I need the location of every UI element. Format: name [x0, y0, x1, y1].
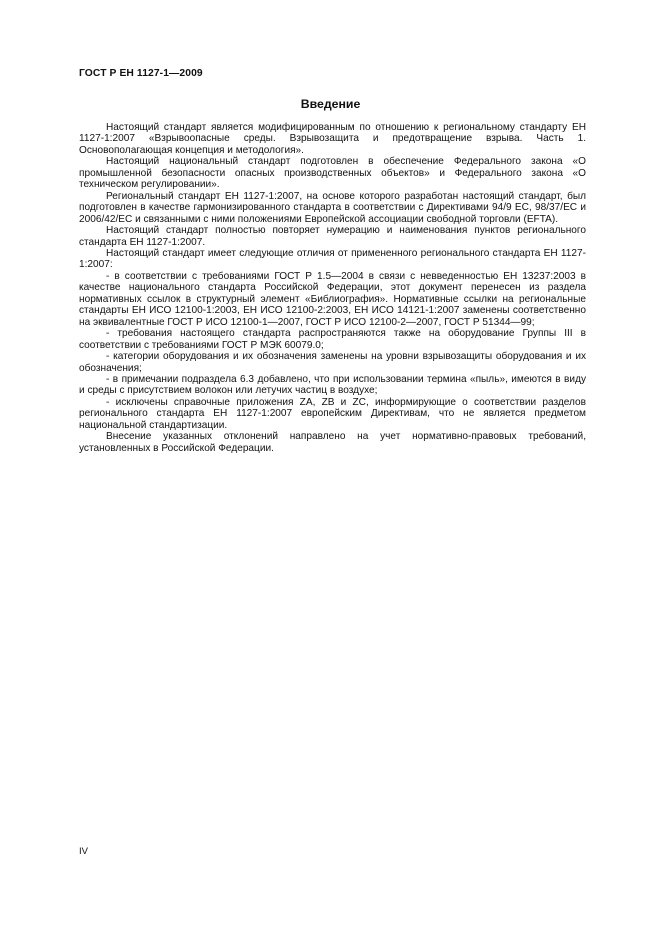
list-item: - в примечании подраздела 6.3 добавлено, что при использовании термина «пыль», имеются в виду и среды с присутствием волокон или летучих частиц в воздухе;	[79, 373, 586, 397]
list-item: - в соответствии с требованиями ГОСТ Р 1.5—2004 в связи с невведенностью ЕН 13237:2003 в качестве национального стандарта Российской Федерации, этот документ перенесен из раздела нормативных ссылок в структурный элемент «Библиография». Нормативные ссылки на региональные стандарты ЕН ИСО 12100-1:2003, ЕН ИСО 12100-2:2003, ЕН ИСО 14121-1:2007 заменены соответственно на эквивалентные ГОСТ Р ИСО 12100-1—2007, ГОСТ Р ИСО 12100-2—2007, ГОСТ Р 51344—99;	[79, 270, 586, 328]
list-item: - требования настоящего стандарта распространяются также на оборудование Группы III в соответствии с требованиями ГОСТ Р МЭК 60079.0;	[79, 328, 586, 351]
list-item: - категории оборудования и их обозначения заменены на уровни взрывозащиты оборудования и их обозначения;	[79, 351, 586, 374]
page-number: IV	[79, 846, 88, 857]
document-body	[79, 122, 586, 454]
paragraph: Внесение указанных отклонений направлено на учет нормативно-правовых требований, установленных в Российской Федерации.	[79, 431, 586, 454]
paragraph: Региональный стандарт ЕН 1127-1:2007, на основе которого разработан настоящий стандарт, был подготовлен в качестве гармонизированного стандарта в соответствии с Директивами 94/9 ЕС, 98/37/ЕС и 2006/42/ЕС и связанными с ними положениями Европейской ассоциации свободной торговли (EFTA).	[79, 190, 586, 225]
paragraph: Настоящий стандарт имеет следующие отличия от примененного регионального стандарта ЕН 1127-1:2007:	[79, 247, 586, 271]
section-title: Введение	[300, 97, 361, 111]
paragraph: Настоящий стандарт полностью повторяет нумерацию и наименования пунктов регионального стандарта ЕН 1127-1:2007.	[79, 225, 586, 248]
paragraph: Настоящий стандарт является модифицированным по отношению к региональному стандарту ЕН 1127-1:2007 «Взрывоопасные среды. Взрывозащита и предотвращение взрыва. Часть 1. Основополагающая концепция и методология».	[79, 122, 586, 156]
document-header-id: ГОСТ Р ЕН 1127-1—2009	[79, 68, 203, 79]
list-item: - исключены справочные приложения ZA, ZB и ZC, информирующие о соответствии разделов регионального стандарта ЕН 1127-1:2007 европейским Директивам, что не является предметом национальной стандартизации.	[79, 396, 586, 431]
paragraph: Настоящий национальный стандарт подготовлен в обеспечение Федерального закона «О промышленной безопасности опасных производственных объектов» и Федерального закона «О техническом регулировании».	[79, 156, 586, 191]
